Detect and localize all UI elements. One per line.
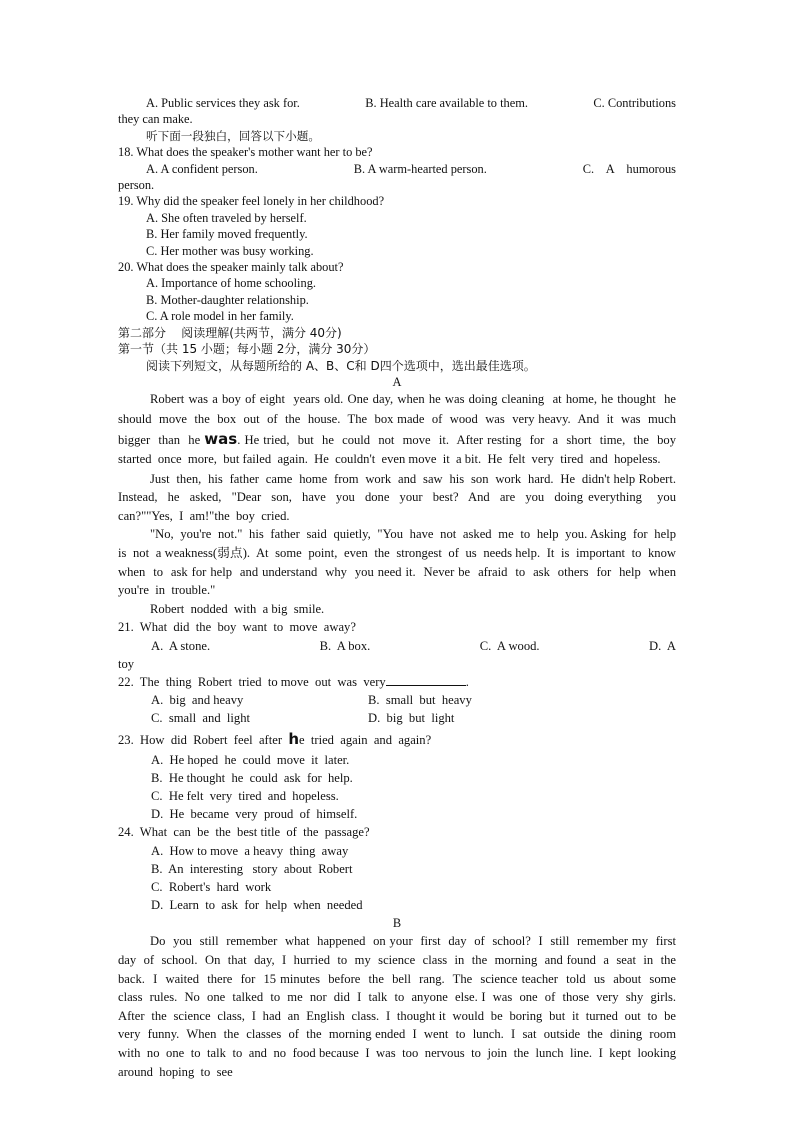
passage-a-paragraph-4: Robert nodded with a big smile.: [150, 601, 325, 616]
q21-question: 21. What did the boy want to move away?: [118, 620, 356, 635]
q18-option-c: C. A humorous: [582, 161, 676, 176]
q23-option-d: D. He became very proud of himself.: [151, 807, 358, 822]
q24-option-d: D. Learn to ask for help when needed: [151, 898, 363, 913]
monologue-intro: 听下面一段独白，回答以下小题。: [146, 128, 320, 143]
part-two-title: 第二部分 阅读理解(共两节，满分 40分): [118, 325, 342, 340]
q22-text: 22. The thing Robert tried to move out was very: [118, 675, 386, 690]
q23-text: 23. How did Robert feel after: [118, 732, 289, 747]
q22-question: [118, 673, 676, 691]
q18-option-a: A. A confident person.: [146, 161, 258, 176]
q23-text-cont: e tried again and again?: [299, 732, 432, 747]
q18-option-b: B. A warm-hearted person.: [353, 161, 487, 176]
q20-question: 20. What does the speaker mainly talk about?: [118, 260, 344, 275]
q21-options-row: [118, 637, 676, 655]
q18-options-row: [118, 161, 676, 177]
q17-options-row: [118, 95, 676, 111]
q20-option-b: B. Mother-daughter relationship.: [146, 292, 309, 307]
passage-a-paragraph-2: Just then, his father came home from work and saw his son work hard. He didn't help Robert. Instead, he asked, "Dear son, have you done your best? And are you doing everything you can?""Yes, I am!"the boy cried.: [118, 471, 683, 523]
q24-option-a: A. How to move a heavy thing away: [151, 843, 349, 858]
passage-b-label: B: [392, 916, 402, 931]
q19-question: 19. Why did the speaker feel lonely in her childhood?: [118, 194, 385, 209]
q22-options-row-1: [118, 691, 676, 709]
q17-option-b: B. Health care available to them.: [365, 96, 528, 110]
q18-option-c-cont: person.: [118, 178, 155, 193]
q24-question: 24. What can be the best title of the passage?: [118, 825, 370, 840]
reading-instruction: 阅读下列短文，从每题所给的 A、B、C和 D四个选项中，选出最佳选项。: [146, 358, 536, 373]
q17-option-a: A. Public services they ask for.: [146, 96, 300, 110]
q23-question: [118, 728, 676, 751]
q22-option-d: D. big but light: [368, 711, 455, 726]
q19-option-c: C. Her mother was busy working.: [146, 243, 314, 258]
section-one-title: 第一节（共 15 小题；每小题 2分，满分 30分）: [118, 342, 376, 357]
q24-option-b: B. An interesting story about Robert: [151, 861, 353, 876]
q22-options-row-2: [118, 709, 676, 727]
passage-a-paragraph-3: "No, you're not." his father said quietly, "You have not asked me to help you. Asking for help is not a weakness(弱点). At some point, even the strongest of us needs help. It is important to know when to ask for help and understand why you need it. Never be afraid to ask others for help when you're in trouble.": [118, 527, 683, 598]
q24-option-c: C. Robert's hard work: [151, 880, 272, 895]
q22-option-a: A. big and heavy: [151, 693, 244, 708]
q21-option-a: A. A stone.: [151, 638, 211, 653]
q22-option-b: B. small but heavy: [368, 693, 472, 708]
passage-a-p1-text: Robert was a boy of eight years old. One day, when he was doing cleaning at home, he thought he should move the box out of the house. The box made of wood was very heavy. And it was much bigger than he: [118, 392, 683, 447]
q21-option-d: D. A: [649, 638, 676, 653]
q17-option-c-cont: they can make.: [118, 112, 193, 127]
q21-option-d-cont: toy: [118, 656, 135, 671]
passage-b-paragraph-1: Do you still remember what happened on your first day of school? I still remember my first day of school. On that day, I hurried to my science class in the morning and found a seat in the back. I waited there for 15 minutes before the bell rang. The science teacher told us about some class rules. No one talked to me nor did I talk to anyone else. I was one of those very shy girls. After the science class, I had an English class. I thought it would be boring but it turned out to be very funny. When the classes of the morning ended I went to lunch. I sat outside the dining room with no one to talk to and no food because I was too nervous to join the lunch line. I kept looking around hoping to see: [118, 934, 683, 1079]
q18-question: 18. What does the speaker's mother want her to be?: [118, 145, 373, 160]
q21-option-c: C. A wood.: [479, 638, 540, 653]
q17-option-c: C. Contributions: [593, 96, 676, 110]
q19-option-a: A. She often traveled by herself.: [146, 210, 307, 225]
q20-option-a: A. Importance of home schooling.: [146, 276, 316, 291]
q22-option-c: C. small and light: [151, 711, 250, 726]
q22-period: .: [465, 675, 469, 690]
q23-option-a: A. He hoped he could move it later.: [151, 752, 350, 767]
q21-option-b: B. A box.: [319, 638, 371, 653]
passage-a-p1-text-cont: . He tried, but he could not move it. After resting for a short time, the boy started once more, but failed again. He couldn't even move it a bit. He felt very tired and hopeless.: [118, 432, 683, 467]
q23-h-letter: h: [288, 729, 300, 748]
q19-option-b: B. Her family moved frequently.: [146, 227, 308, 242]
q23-option-c: C. He felt very tired and hopeless.: [151, 789, 339, 804]
page-content: [118, 95, 683, 1081]
q22-answer-blank: [386, 673, 466, 686]
passage-a-was-word: was: [204, 429, 238, 448]
passage-a-paragraph-1: [118, 390, 683, 469]
passage-a-label: A: [392, 374, 402, 389]
q23-option-b: B. He thought he could ask for help.: [151, 770, 353, 785]
q20-option-c: C. A role model in her family.: [146, 309, 294, 324]
